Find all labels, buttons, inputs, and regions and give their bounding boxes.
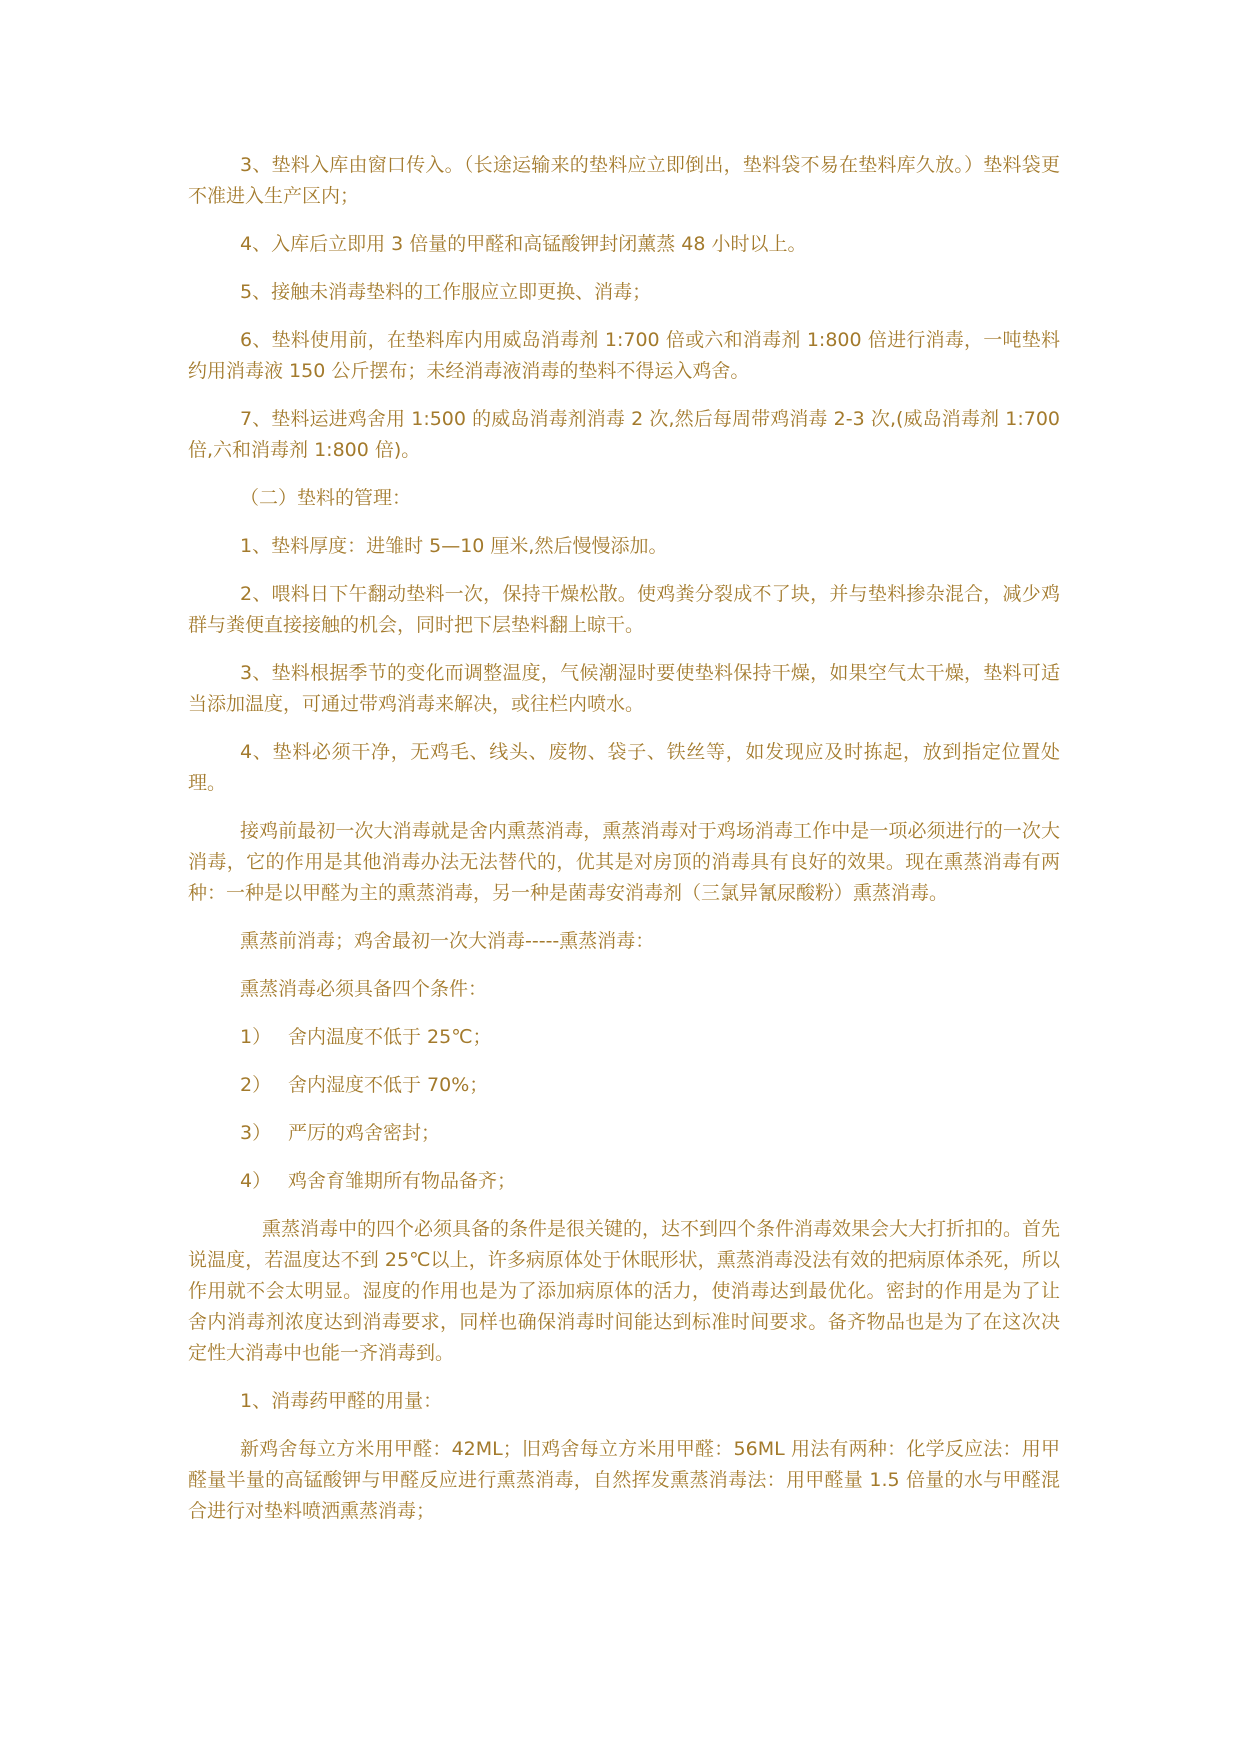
paragraph-dosage-heading: 1、消毒药甲醛的用量： — [240, 1390, 443, 1412]
paragraph-workwear: 5、接触未消毒垫料的工作服应立即更换、消毒； — [240, 281, 652, 303]
section-heading-bedding-management: （二）垫料的管理： — [240, 487, 412, 509]
paragraph-pre-fumigation: 熏蒸前消毒；鸡舍最初一次大消毒-----熏蒸消毒： — [240, 930, 655, 952]
condition-number: 2） — [240, 1074, 272, 1096]
condition-text: 鸡舍育雏期所有物品备齐； — [288, 1170, 517, 1192]
condition-item — [240, 1070, 1060, 1101]
condition-number: 3） — [240, 1122, 272, 1144]
paragraph-bedding-cleanliness: 4、垫料必须干净，无鸡毛、线头、废物、袋子、铁丝等，如发现应及时拣起，放到指定位置处理。 — [188, 741, 1060, 794]
condition-number: 4） — [240, 1170, 272, 1192]
condition-number: 1） — [240, 1026, 272, 1048]
paragraph-seasonal-adjustment: 3、垫料根据季节的变化而调整温度，气候潮湿时要使垫料保持干燥，如果空气太干燥，垫料可适当添加温度，可通过带鸡消毒来解决，或往栏内喷水。 — [188, 662, 1060, 715]
paragraph-fumigation-intro: 接鸡前最初一次大消毒就是舍内熏蒸消毒，熏蒸消毒对于鸡场消毒工作中是一项必须进行的一次大消毒，它的作用是其他消毒办法无法替代的，优其是对房顶的消毒具有良好的效果。现在熏蒸消毒有两种：一种是以甲醛为主的熏蒸消毒，另一种是菌毒安消毒剂（三氯异氰尿酸粉）熏蒸消毒。 — [188, 820, 1060, 904]
condition-text: 严厉的鸡舍密封； — [288, 1122, 441, 1144]
paragraph-transport-disinfection: 7、垫料运进鸡舍用 1:500 的威岛消毒剂消毒 2 次,然后每周带鸡消毒 2-3 次,(威岛消毒剂 1:700 倍,六和消毒剂 1:800 倍)。 — [188, 408, 1060, 461]
paragraph-pre-use-disinfection: 6、垫料使用前，在垫料库内用威岛消毒剂 1:700 倍或六和消毒剂 1:800 倍进行消毒，一吨垫料约用消毒液 150 公斤摆布；未经消毒液消毒的垫料不得运入鸡舍。 — [188, 329, 1060, 382]
paragraph-conditions-explanation: 熏蒸消毒中的四个必须具备的条件是很关键的，达不到四个条件消毒效果会大大打折扣的。首先说温度，若温度达不到 25℃以上，许多病原体处于休眠形状，熏蒸消毒没法有效的把病原体杀死，所以作用就不会太明显。湿度的作用也是为了添加病原体的活力，使消毒达到最优化。密封的作用是为了让舍内消毒剂浓度达到消毒要求，同样也确保消毒时间能达到标准时间要求。备齐物品也是为了在这次决定性大消毒中也能一齐消毒到。 — [188, 1218, 1061, 1364]
condition-item — [240, 1166, 1060, 1197]
condition-text: 舍内湿度不低于 70%； — [288, 1074, 489, 1096]
paragraph-fumigation-48h: 4、入库后立即用 3 倍量的甲醛和高锰酸钾封闭薰蒸 48 小时以上。 — [240, 233, 807, 255]
condition-item — [240, 1022, 1060, 1053]
condition-item — [240, 1118, 1060, 1149]
condition-text: 舍内温度不低于 25℃； — [288, 1026, 492, 1048]
paragraph-dosage-details: 新鸡舍每立方米用甲醛：42ML；旧鸡舍每立方米用甲醛：56ML 用法有两种：化学反应法：用甲醛量半量的高锰酸钾与甲醛反应进行熏蒸消毒，自然挥发熏蒸消毒法：用甲醛量 1.5 倍量的水与甲醛混合进行对垫料喷洒熏蒸消毒； — [188, 1438, 1060, 1522]
paragraph-bedding-thickness: 1、垫料厚度：进雏时 5—10 厘米,然后慢慢添加。 — [240, 535, 668, 557]
paragraph-turning-bedding: 2、喂料日下午翻动垫料一次，保持干燥松散。使鸡粪分裂成不了块，并与垫料掺杂混合，减少鸡群与粪便直接接触的机会，同时把下层垫料翻上晾干。 — [188, 583, 1060, 636]
paragraph-four-conditions: 熏蒸消毒必须具备四个条件： — [240, 978, 488, 1000]
paragraph-bedding-storage: 3、垫料入库由窗口传入。（长途运输来的垫料应立即倒出，垫料袋不易在垫料库久放。）垫料袋更不准进入生产区内； — [188, 154, 1060, 207]
document-body — [188, 150, 1060, 1544]
